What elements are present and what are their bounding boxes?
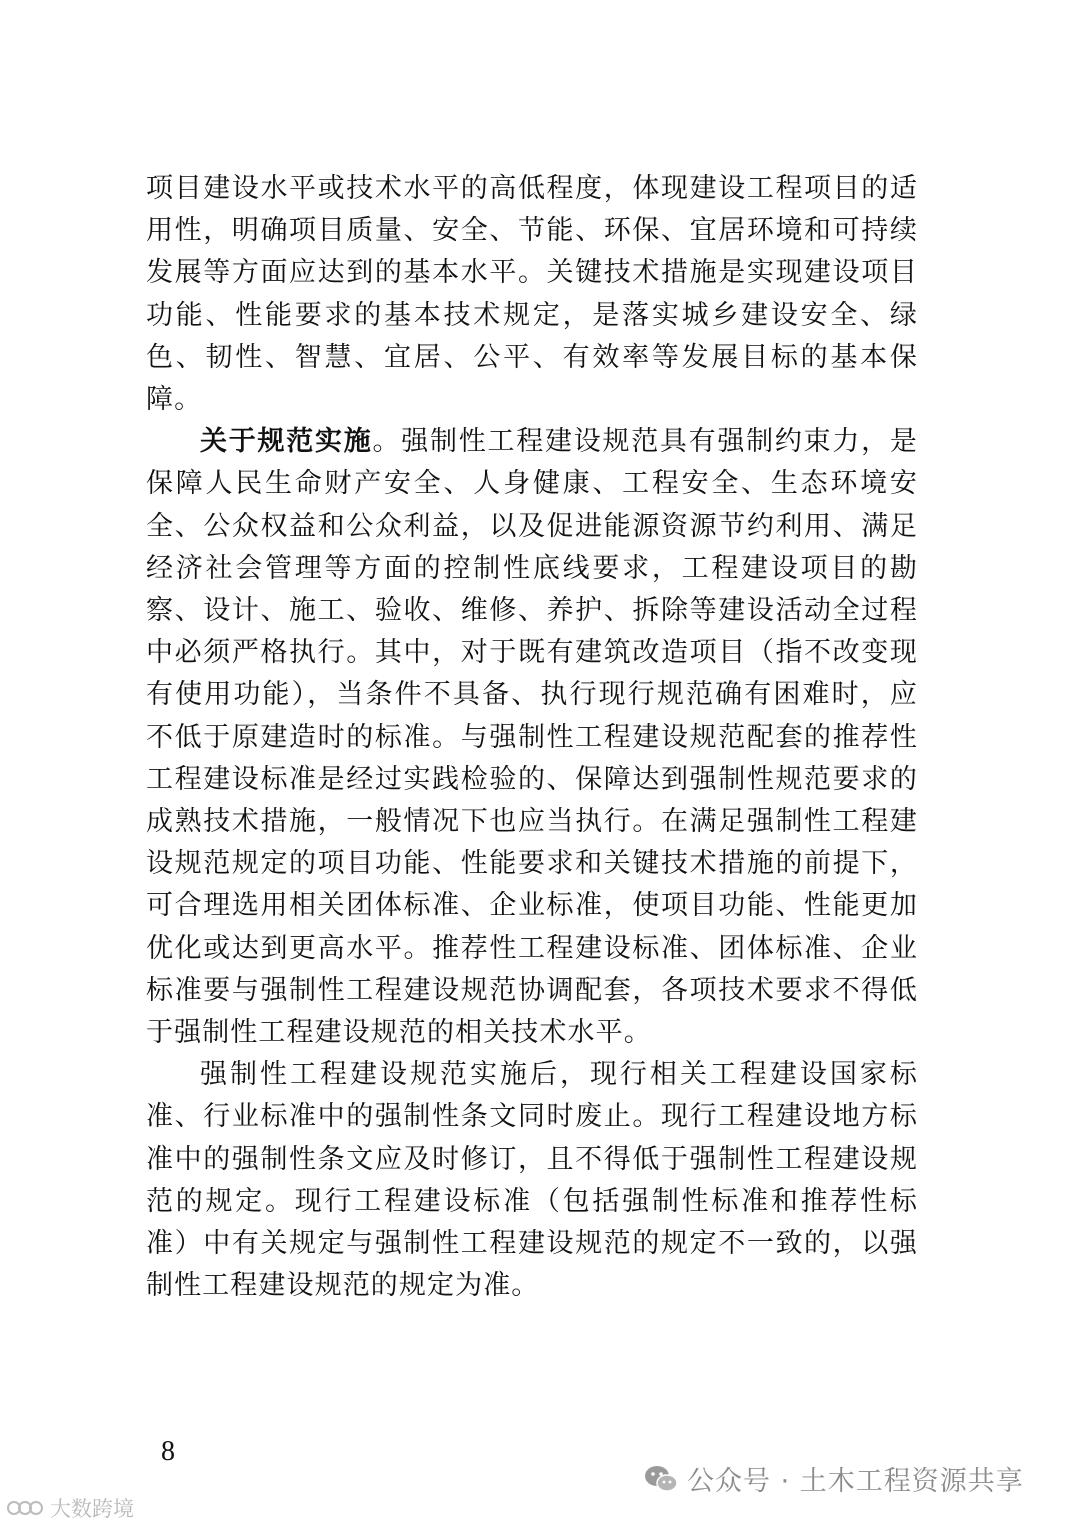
watermark [643, 1459, 1024, 1498]
watermark-text: 公众号 · 土木工程资源共享 [687, 1466, 1024, 1497]
paragraph-implementation [146, 421, 918, 1054]
wechat-icon [643, 1463, 679, 1495]
page-body [146, 168, 918, 1307]
paragraph-continuation [146, 168, 918, 421]
page-number: 8 [161, 1436, 175, 1467]
paragraph-text: 强制性工程建设规范实施后，现行相关工程建设国家标准、行业标准中的强制性条文同时废止。现行工程建设地方标准中的强制性条文应及时修订，且不得低于强制性工程建设规范的规定。现行工程建设标准（包括强制性标准和推荐性标准）中有关规定与强制性工程建设规范的规定不一致的，以强制性工程建设规范的规定为准。 [146, 1059, 918, 1302]
paragraph-abolition [146, 1054, 918, 1307]
logo-icon [6, 1497, 46, 1519]
corner-mark-text: 大数跨境 [50, 1497, 134, 1521]
paragraph-lead-heading: 关于规范实施 [200, 426, 373, 458]
paragraph-text: 。强制性工程建设规范具有强制约束力，是保障人民生命财产安全、人身健康、工程安全、生态环境安全、公众权益和公众利益，以及促进能源资源节约利用、满足经济社会管理等方面的控制性底线要求，工程建设项目的勘察、设计、施工、验收、维修、养护、拆除等建设活动全过程中必须严格执行。其中，对于既有建筑改造项目（指不改变现有使用功能），当条件不具备、执行现行规范确有困难时，应不低于原建造时的标准。与强制性工程建设规范配套的推荐性工程建设标准是经过实践检验的、保障达到强制性规范要求的成熟技术措施，一般情况下也应当执行。在满足强制性工程建设规范规定的项目功能、性能要求和关键技术措施的前提下，可合理选用相关团体标准、企业标准，使项目功能、性能更加优化或达到更高水平。推荐性工程建设标准、团体标准、企业标准要与强制性工程建设规范协调配套，各项技术要求不得低于强制性工程建设规范的相关技术水平。 [146, 426, 918, 1049]
paragraph-text: 项目建设水平或技术水平的高低程度，体现建设工程项目的适用性，明确项目质量、安全、节能、环保、宜居环境和可持续发展等方面应达到的基本水平。关键技术措施是实现建设项目功能、性能要求的基本技术规定，是落实城乡建设安全、绿色、韧性、智慧、宜居、公平、有效率等发展目标的基本保障。 [146, 173, 918, 416]
corner-mark [6, 1493, 134, 1523]
